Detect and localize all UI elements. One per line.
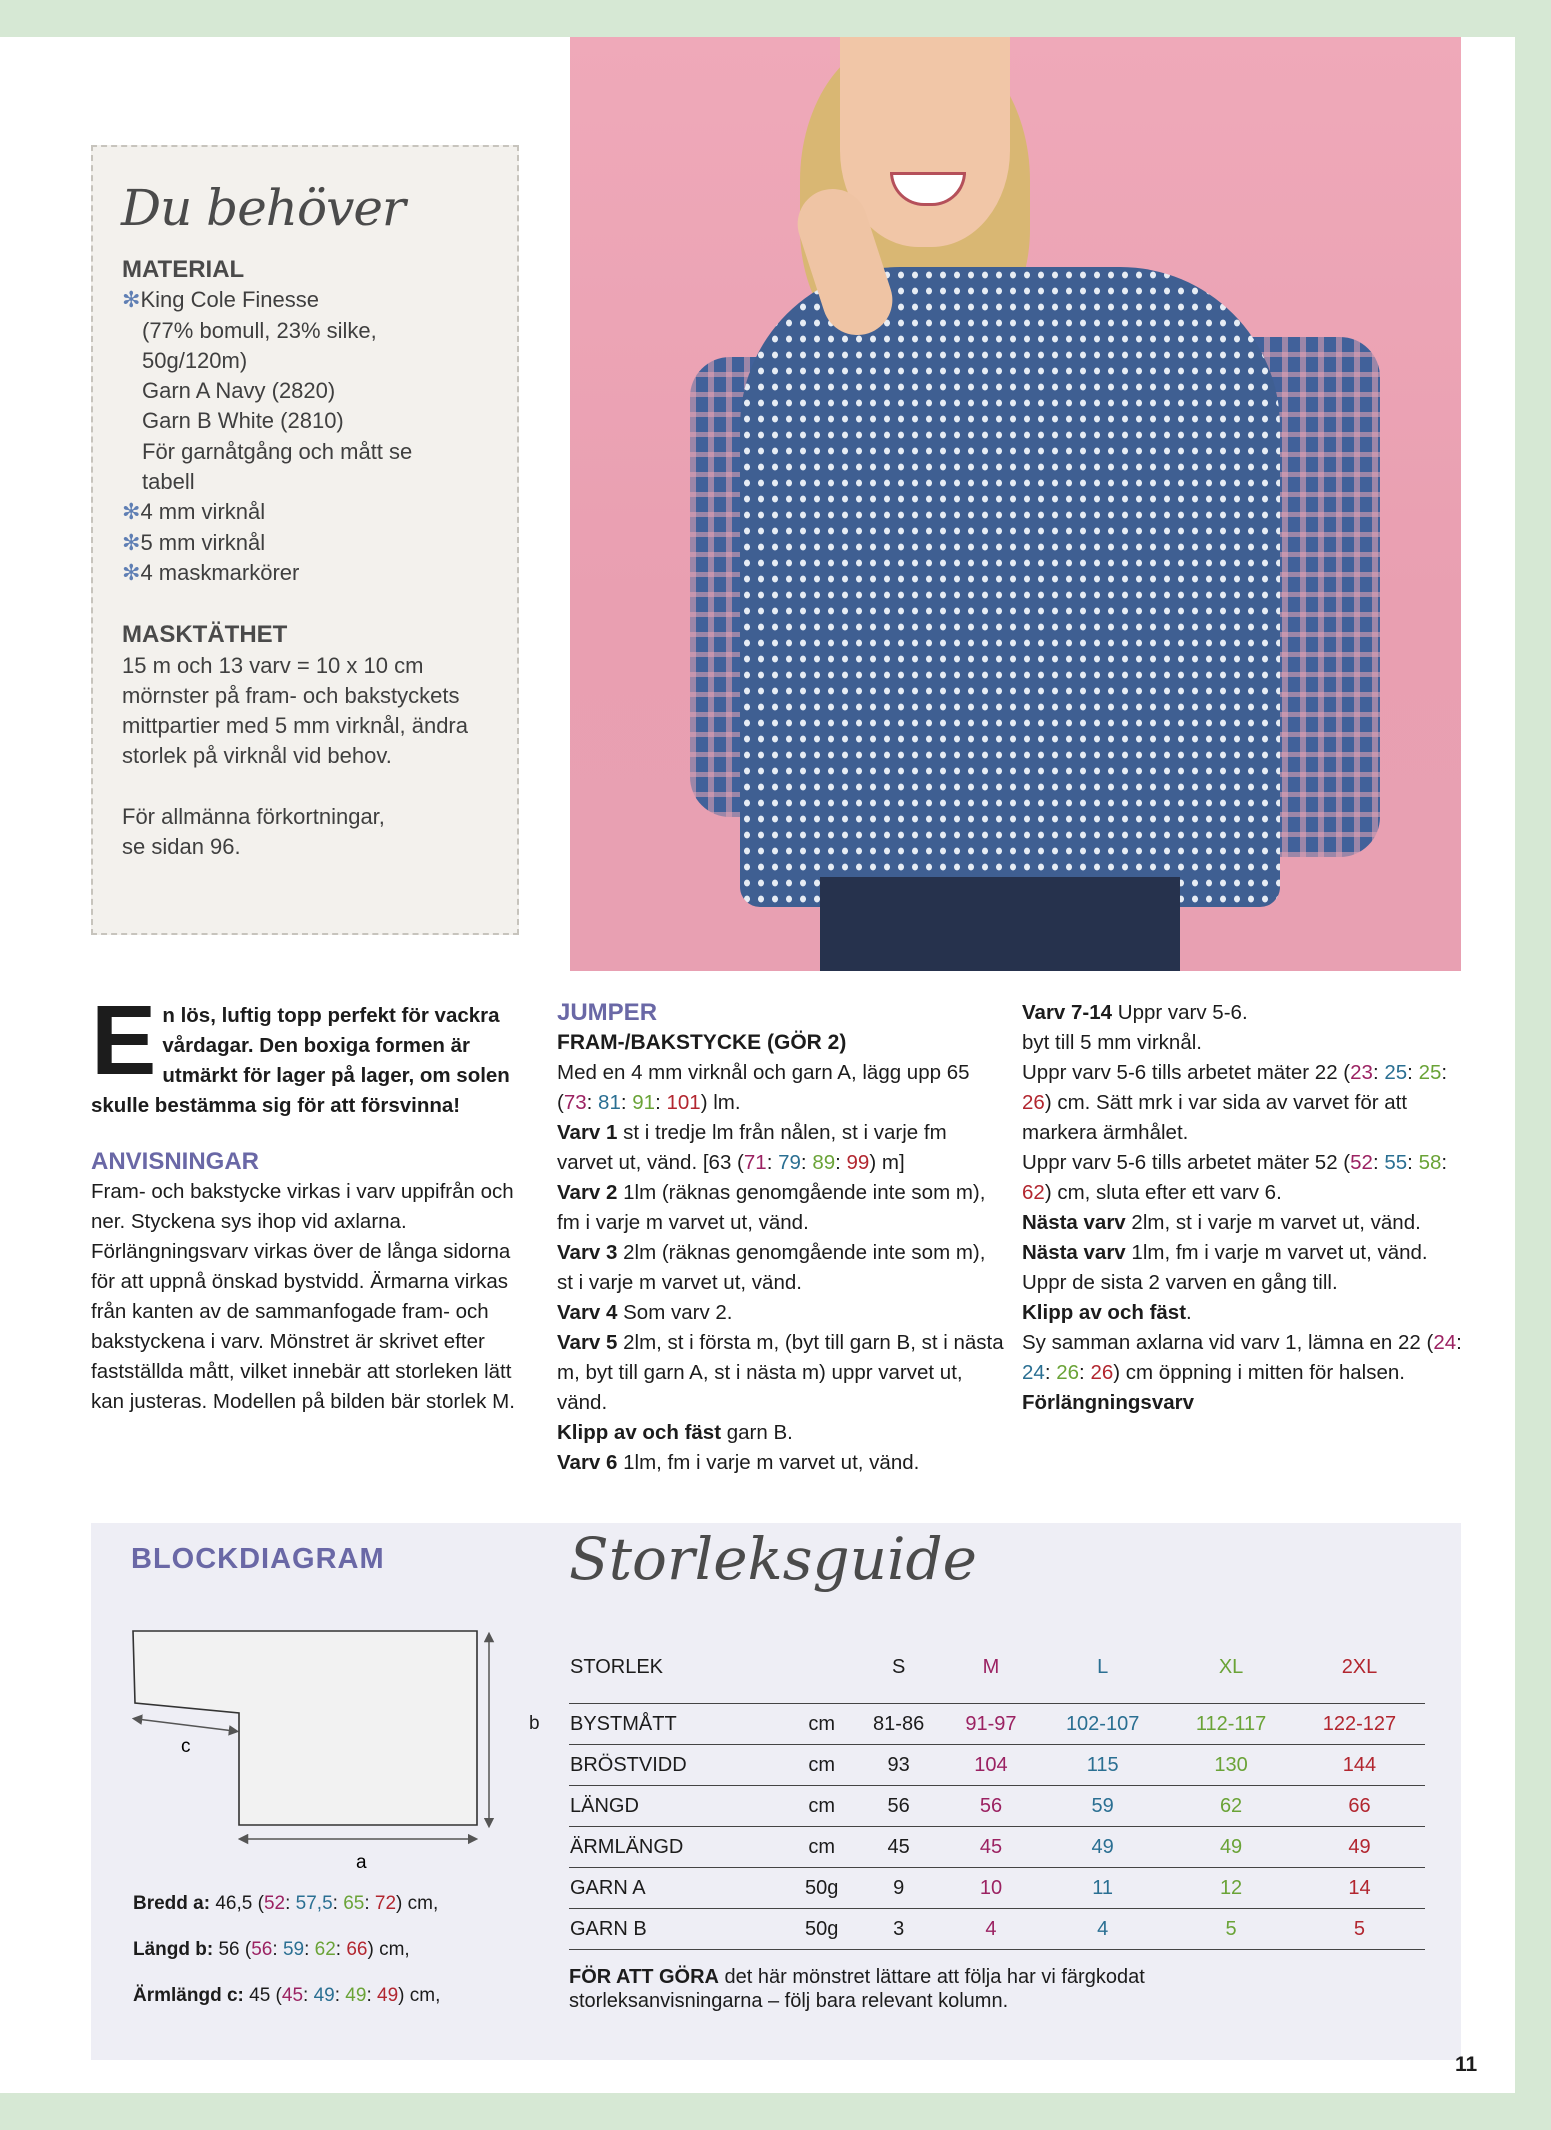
row-7-14: Varv 7-14 Uppr varv 5-6. [1022, 1001, 1248, 1024]
jeans [820, 877, 1180, 971]
fasten-off: Klipp av och fäst garn B. [557, 1421, 793, 1444]
table-cell: 4 [945, 1909, 1037, 1950]
garment-outline [133, 1631, 477, 1825]
material-detail: Garn A Navy (2820) [142, 378, 336, 404]
table-cell: GARN A [569, 1868, 791, 1909]
page [0, 37, 1515, 2093]
instructions-column [91, 1147, 531, 1417]
label-a: a [356, 1852, 367, 1873]
jumper-heading: JUMPER [557, 999, 658, 1026]
extension-heading: Förlängningsvarv [1022, 1391, 1195, 1414]
table-row [569, 1827, 1425, 1868]
table-cell: 104 [945, 1745, 1037, 1786]
row-5: Varv 5 2lm, st i första m, (byt till garn B, st i nästa m, byt till garn A, st i nästa m) uppr varvet ut, vänd. [557, 1331, 1004, 1414]
table-cell: 49 [1037, 1827, 1168, 1868]
table-cell: 12 [1168, 1868, 1294, 1909]
size-box [91, 1523, 1461, 2060]
table-cell: 9 [852, 1868, 944, 1909]
material-heading: MATERIAL [122, 256, 245, 283]
width-measure: Bredd a: 46,5 (52: 57,5: 65: 72) cm, [133, 1893, 439, 1914]
table-cell: 122-127 [1294, 1704, 1425, 1745]
table-cell: 45 [852, 1827, 944, 1868]
table-cell: 3 [852, 1909, 944, 1950]
repeat-1: Uppr varv 5-6 tills arbetet mäter 22 (23: 25: 25: 26) cm. Sätt mrk i var sida av varvet för att markera ärmhålet. [1022, 1061, 1448, 1144]
gauge-text: 15 m och 13 varv = 10 x 10 cm mörnster på fram- och bakstyckets mittpartier med 5 mm virknål, ändra storlek på virknål vid behov. [122, 652, 468, 769]
next-row-2: Nästa varv 1lm, fm i varje m varvet ut, vänd. [1022, 1241, 1428, 1264]
table-cell: 66 [1294, 1786, 1425, 1827]
table-cell: 91-97 [945, 1704, 1037, 1745]
table-cell: 56 [945, 1786, 1037, 1827]
header-cell: S [891, 1655, 906, 1678]
table-cell: 4 [1037, 1909, 1168, 1950]
block-diagram [121, 1603, 501, 1883]
repeat-2: Uppr varv 5-6 tills arbetet mäter 52 (52: 55: 58: 62) cm, sluta efter ett varv 6. [1022, 1151, 1448, 1204]
header-cell: M [982, 1655, 1000, 1678]
intro-text: n lös, luftig topp perfekt för vackra vårdagar. Den boxiga formen är utmärkt för lager på lager, om solen skulle bestämma sig för att försvinna! [91, 1004, 510, 1117]
header-cell [791, 1631, 852, 1704]
table-cell: 50g [791, 1868, 852, 1909]
table-cell: 115 [1037, 1745, 1168, 1786]
material-item: ✻King Cole Finesse [122, 287, 319, 313]
material-item: ✻4 maskmarkörer [122, 559, 300, 585]
gauge-heading: MASKTÄTHET [122, 621, 288, 649]
table-cell: 45 [945, 1827, 1037, 1868]
table-cell: 102-107 [1037, 1704, 1168, 1745]
row-1: Varv 1 st i tredje lm från nålen, st i varje fm varvet ut, vänd. [63 (71: 79: 89: 99) m] [557, 1121, 947, 1174]
header-cell: STORLEK [570, 1655, 663, 1678]
header-cell: XL [1218, 1655, 1244, 1678]
sew-shoulders: Sy samman axlarna vid varv 1, lämna en 22 (24: 24: 26: 26) cm öppning i mitten för halsen. [1022, 1331, 1462, 1384]
color-code-note: FÖR ATT GÖRA det här mönstret lättare att följa har vi färgkodat storleksanvisningarna – följ bara relevant kolumn. [569, 1966, 1145, 2012]
size-table [569, 1631, 1425, 1950]
front-back-heading: FRAM-/BAKSTYCKE (GÖR 2) [557, 1031, 847, 1054]
label-c: c [181, 1736, 191, 1757]
fasten-off-2: Klipp av och fäst. [1022, 1301, 1192, 1324]
intro-paragraph [91, 985, 531, 1121]
table-cell: cm [791, 1745, 852, 1786]
page-number: 11 [1455, 2053, 1478, 2076]
bullet-star-icon: ✻ [122, 529, 141, 555]
sleeve-arrow [137, 1719, 234, 1731]
table-cell: 10 [945, 1868, 1037, 1909]
model-photo [570, 37, 1461, 971]
table-cell: 59 [1037, 1786, 1168, 1827]
abbreviation-text: se sidan 96. [122, 834, 241, 860]
instructions-text: Fram- och bakstycke virkas i varv uppifrån och ner. Styckena sys ihop vid axlarna. Förlängningsvarv virkas över de långa sidorna för att uppnå önskad bystvidd. Ärmarna virkas från kanten av de sammanfogade fram- och bakstyckena i varv. Mönstret är skrivet efter fastställda mått, vilket innebär att storleken lätt kan justeras. Modellen på bilden bär storlek M. [91, 1180, 515, 1413]
materials-card [91, 145, 519, 935]
bullet-star-icon: ✻ [122, 499, 141, 525]
table-cell: BRÖSTVIDD [569, 1745, 791, 1786]
size-guide-title: Storleksguide [569, 1525, 977, 1593]
table-cell: 130 [1168, 1745, 1294, 1786]
table-cell: 93 [852, 1745, 944, 1786]
pattern-column-2 [1022, 998, 1472, 1418]
header-cell: 2XL [1341, 1655, 1378, 1678]
table-cell: cm [791, 1786, 852, 1827]
table-cell: 81-86 [852, 1704, 944, 1745]
material-detail: tabell [142, 469, 195, 495]
table-cell: LÄNGD [569, 1786, 791, 1827]
row-2: Varv 2 1lm (räknas genomgående inte som m), fm i varje m varvet ut, vänd. [557, 1181, 986, 1234]
table-row [569, 1868, 1425, 1909]
drop-cap: E [91, 985, 157, 1095]
material-detail: Garn B White (2810) [142, 408, 344, 434]
sleeve-measure: Ärmlängd c: 45 (45: 49: 49: 49) cm, [133, 1985, 441, 2006]
table-cell: 11 [1037, 1868, 1168, 1909]
jumper-body [740, 267, 1280, 907]
repeat-last: Uppr de sista 2 varven en gång till. [1022, 1271, 1338, 1294]
material-item: ✻4 mm virknål [122, 499, 266, 525]
table-cell: GARN B [569, 1909, 791, 1950]
table-cell: 62 [1168, 1786, 1294, 1827]
card-body [122, 255, 502, 862]
table-row [569, 1704, 1425, 1745]
abbreviation-text: För allmänna förkortningar, [122, 803, 385, 829]
table-cell: 14 [1294, 1868, 1425, 1909]
table-row [569, 1745, 1425, 1786]
bullet-star-icon: ✻ [122, 287, 141, 313]
pattern-column-1 [557, 998, 1007, 1478]
table-cell: 49 [1294, 1827, 1425, 1868]
blockdiagram-title: BLOCKDIAGRAM [131, 1543, 385, 1575]
table-row [569, 1909, 1425, 1950]
material-item: ✻5 mm virknål [122, 529, 266, 555]
table-cell: 56 [852, 1786, 944, 1827]
switch-hook: byt till 5 mm virknål. [1022, 1031, 1202, 1054]
card-title: Du behöver [121, 179, 405, 237]
bullet-star-icon: ✻ [122, 559, 141, 585]
table-row [569, 1786, 1425, 1827]
table-cell: cm [791, 1704, 852, 1745]
next-row-1: Nästa varv 2lm, st i varje m varvet ut, vänd. [1022, 1211, 1421, 1234]
table-cell: 5 [1168, 1909, 1294, 1950]
table-cell: 112-117 [1168, 1704, 1294, 1745]
material-detail: För garnåtgång och mått se [142, 438, 413, 464]
table-cell: 144 [1294, 1745, 1425, 1786]
row-6: Varv 6 1lm, fm i varje m varvet ut, vänd. [557, 1451, 920, 1474]
table-cell: ÄRMLÄNGD [569, 1827, 791, 1868]
label-b: b [529, 1713, 540, 1734]
table-cell: 5 [1294, 1909, 1425, 1950]
header-cell: L [1097, 1655, 1109, 1678]
table-cell: BYSTMÅTT [569, 1704, 791, 1745]
table-cell: cm [791, 1827, 852, 1868]
instructions-heading: ANVISNINGAR [91, 1148, 260, 1175]
cast-on-text: Med en 4 mm virknål och garn A, lägg upp 65 (73: 81: 91: 101) lm. [557, 1061, 970, 1114]
length-measure: Längd b: 56 (56: 59: 62: 66) cm, [133, 1939, 410, 1960]
table-cell: 50g [791, 1909, 852, 1950]
material-detail: (77% bomull, 23% silke, [142, 317, 377, 343]
material-detail: 50g/120m) [142, 347, 248, 373]
table-cell: 49 [1168, 1827, 1294, 1868]
row-3: Varv 3 2lm (räknas genomgående inte som m), st i varje m varvet ut, vänd. [557, 1241, 986, 1294]
size-header-row [569, 1631, 1425, 1704]
row-4: Varv 4 Som varv 2. [557, 1301, 733, 1324]
